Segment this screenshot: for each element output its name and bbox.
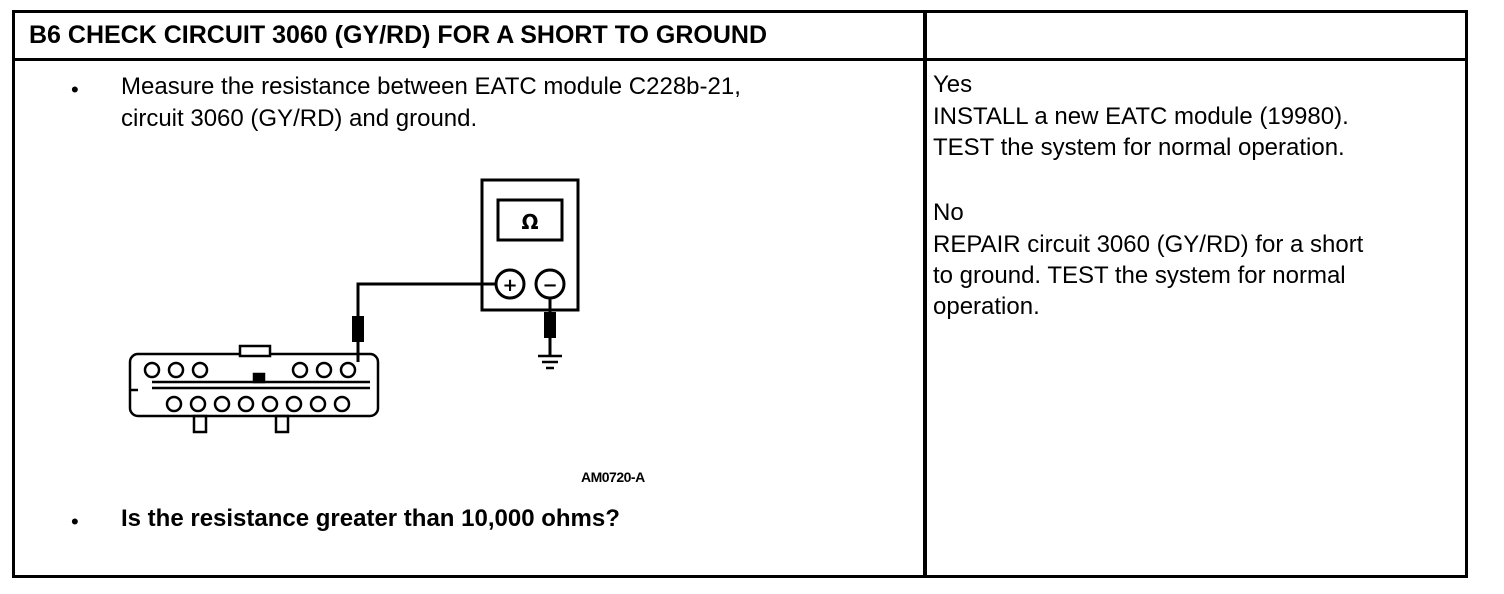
bullet-icon: • — [71, 77, 79, 102]
table-header — [15, 13, 1465, 61]
connector-icon — [130, 346, 378, 432]
column-divider — [923, 13, 927, 575]
yes-action-line-2: TEST the system for normal operation. — [933, 134, 1345, 161]
ohmmeter-icon — [482, 180, 578, 310]
plus-terminal: + — [502, 275, 518, 296]
measure-instruction-line-1: Measure the resistance between EATC module C228b-21, — [121, 73, 741, 100]
figure-id: AM0720-A — [581, 469, 645, 485]
bullet-icon: • — [71, 509, 79, 534]
no-action-line-1: REPAIR circuit 3060 (GY/RD) for a short — [933, 231, 1364, 258]
yes-action-line-1: INSTALL a new EATC module (19980). — [933, 103, 1349, 130]
resistance-question: Is the resistance greater than 10,000 ohms? — [121, 505, 620, 532]
yes-label: Yes — [933, 71, 973, 98]
no-label: No — [933, 199, 964, 226]
measure-instruction-line-2: circuit 3060 (GY/RD) and ground. — [121, 105, 478, 132]
positive-lead — [352, 284, 496, 362]
page-title: B6 CHECK CIRCUIT 3060 (GY/RD) FOR A SHORT TO GROUND — [29, 21, 768, 49]
ohm-symbol: Ω — [521, 210, 539, 234]
no-action-line-3: operation. — [933, 293, 1040, 320]
no-action-line-2: to ground. TEST the system for normal — [933, 262, 1346, 289]
minus-terminal: − — [542, 275, 558, 296]
ohmmeter-diagram — [118, 176, 598, 446]
